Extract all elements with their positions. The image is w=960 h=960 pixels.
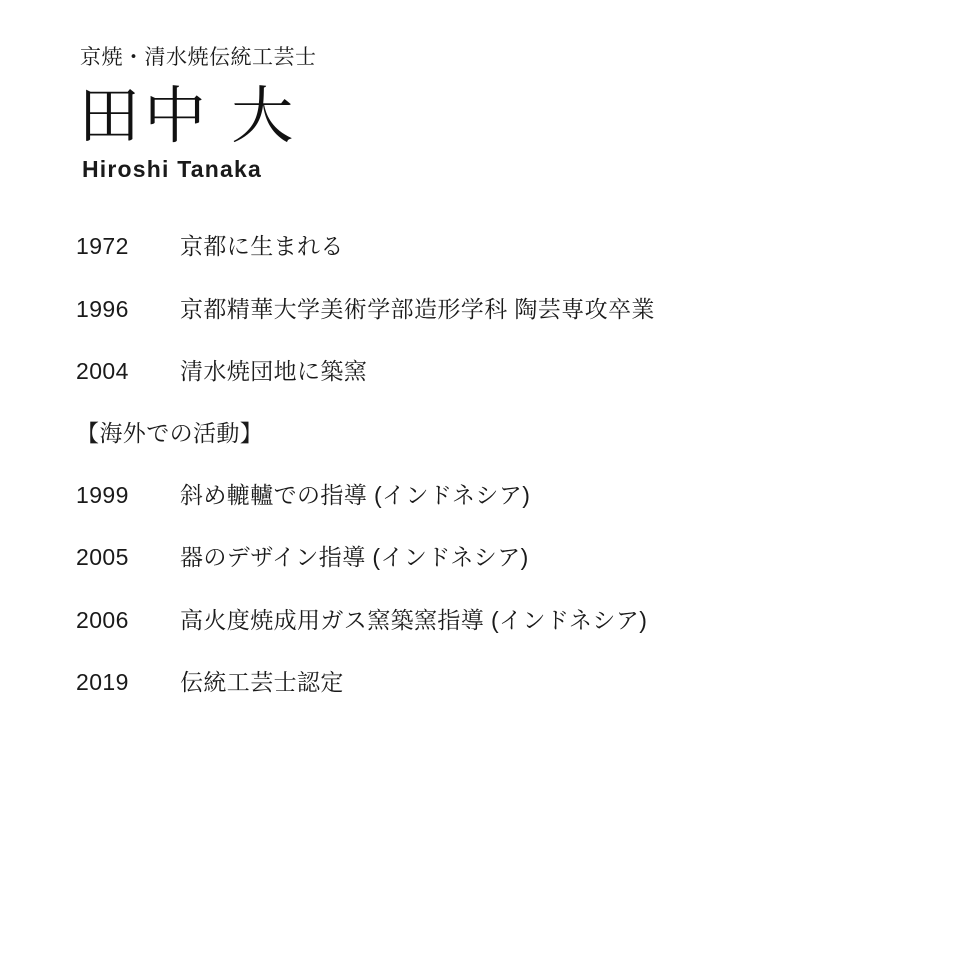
history-entry-year: 2006	[76, 606, 129, 633]
history-entry-text: 京都に生まれる	[180, 233, 344, 260]
history-entry-text: 伝統工芸士認定	[180, 668, 344, 695]
overseas-activity-heading: 【海外での活動】	[76, 420, 264, 447]
history-entry-text: 清水焼団地に築窯	[180, 357, 368, 384]
history-entry-text: 京都精華大学美術学部造形学科 陶芸専攻卒業	[180, 295, 655, 322]
history-entry	[76, 604, 900, 636]
history-entry	[76, 666, 900, 698]
artist-name-japanese: 田中 大	[78, 82, 298, 152]
history-entry-year: 2019	[76, 668, 129, 695]
history-entry	[76, 479, 900, 511]
title-block	[76, 44, 900, 184]
history-entry-text: 器のデザイン指導 (インドネシア)	[180, 544, 529, 571]
history-entry	[76, 230, 900, 262]
history-entry-text: 高火度焼成用ガス窯築窯指導 (インドネシア)	[180, 606, 648, 633]
history-entry	[76, 293, 900, 325]
history-entry	[76, 355, 900, 387]
history-entry-year: 2004	[76, 357, 129, 384]
history-entry-year: 1999	[76, 482, 129, 509]
history-entry-year: 2005	[76, 544, 129, 571]
history-entry-text: 斜め轆轤での指導 (インドネシア)	[180, 482, 531, 509]
history-entry-year: 1996	[76, 295, 129, 322]
artist-name-romanized: Hiroshi Tanaka	[82, 155, 262, 182]
career-history-list	[76, 230, 900, 698]
history-entry-year: 1972	[76, 233, 129, 260]
history-entry	[76, 541, 900, 573]
craft-title: 京焼・清水焼伝統工芸士	[80, 46, 317, 69]
